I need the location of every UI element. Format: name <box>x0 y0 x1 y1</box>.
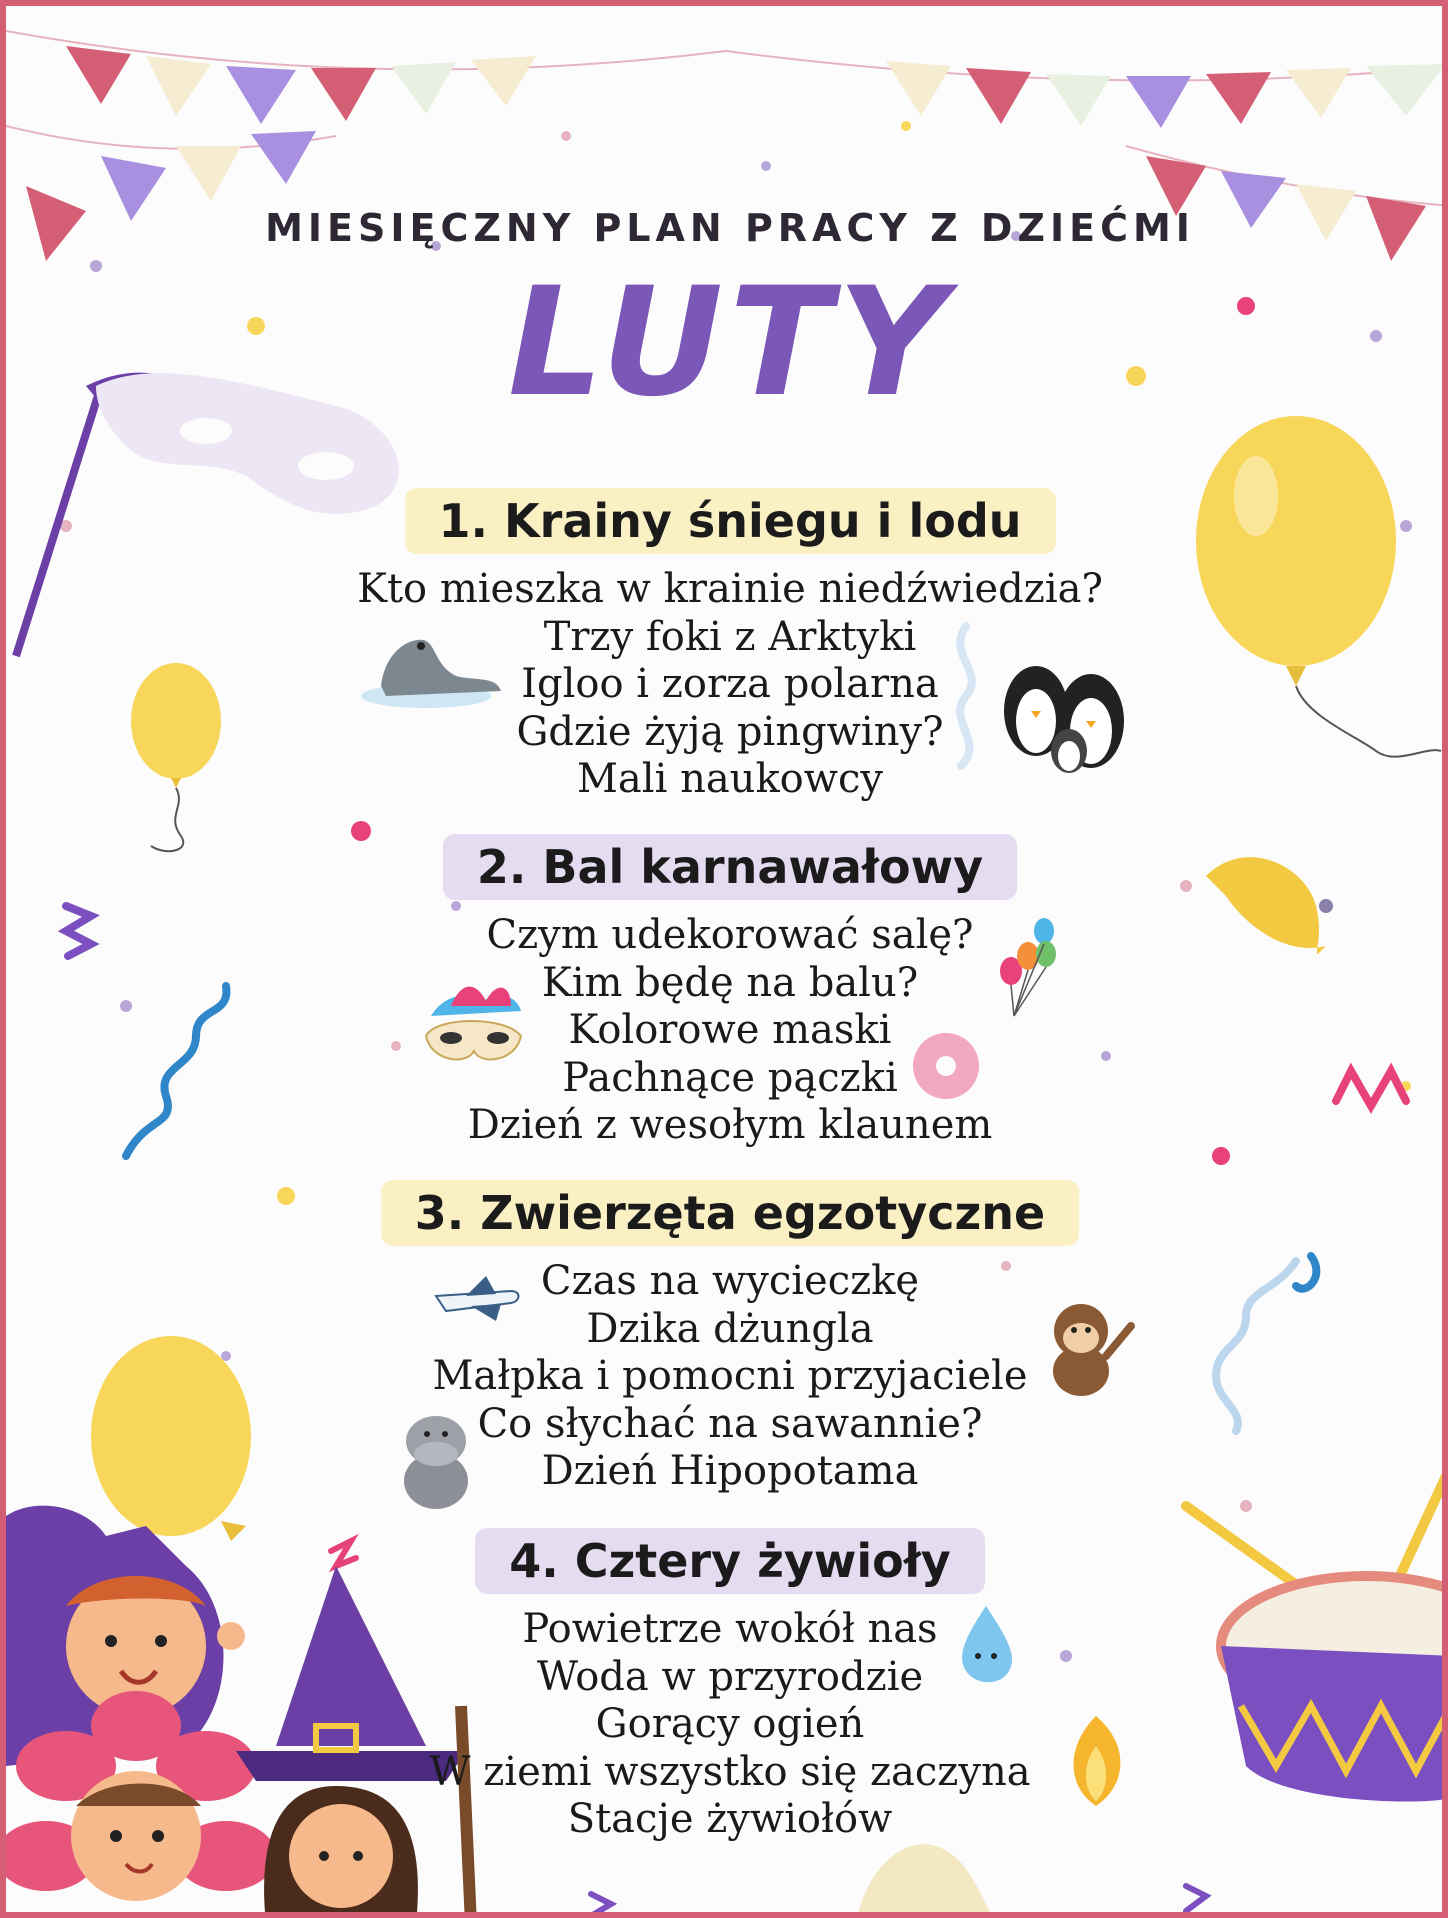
list-item: Co słychać na sawannie? <box>477 1400 983 1447</box>
list-item: Dzika dżungla <box>586 1305 874 1352</box>
section-heading: 4. Cztery żywioły <box>475 1528 985 1594</box>
list-item: Mali naukowcy <box>576 756 884 802</box>
list-item: Kto mieszka w krainie niedźwiedzia? <box>357 566 1103 612</box>
section-2 <box>6 834 1448 1150</box>
page-title: LUTY <box>507 256 953 430</box>
list-item: Czas na wycieczkę <box>540 1258 920 1304</box>
feather-icon <box>856 1844 996 1918</box>
list-item: Stacje żywiołów <box>567 1796 893 1842</box>
list-item: Trzy foki z Arktyki <box>543 613 917 660</box>
section-3 <box>6 1180 1448 1496</box>
list-item: Dzień Hipopotama <box>541 1448 919 1494</box>
list-item: Powietrze wokół nas <box>522 1606 938 1652</box>
section-heading: 3. Zwierzęta egzotyczne <box>381 1180 1079 1246</box>
list-item: Kim będę na balu? <box>541 959 919 1006</box>
section-heading: 1. Krainy śniegu i lodu <box>405 488 1056 554</box>
list-item: Dzień z wesołym klaunem <box>467 1102 993 1148</box>
section-1 <box>6 488 1448 804</box>
list-item: Pachnące pączki <box>562 1054 898 1101</box>
list-item: Woda w przyrodzie <box>536 1653 924 1700</box>
list-item: Igloo i zorza polarna <box>521 661 939 707</box>
list-item: Gorący ogień <box>595 1701 865 1747</box>
list-item: Gdzie żyją pingwiny? <box>516 708 944 755</box>
subtitle: MIESIĘCZNY PLAN PRACY Z DZIEĆMI <box>265 206 1195 250</box>
list-item: Małpka i pomocni przyjaciele <box>432 1353 1028 1399</box>
list-item: Kolorowe maski <box>568 1007 892 1053</box>
list-item: Czym udekorować salę? <box>486 912 974 958</box>
list-item: W ziemi wszystko się zaczyna <box>429 1748 1031 1795</box>
section-heading: 2. Bal karnawałowy <box>443 834 1017 900</box>
section-4 <box>6 1528 1448 1844</box>
